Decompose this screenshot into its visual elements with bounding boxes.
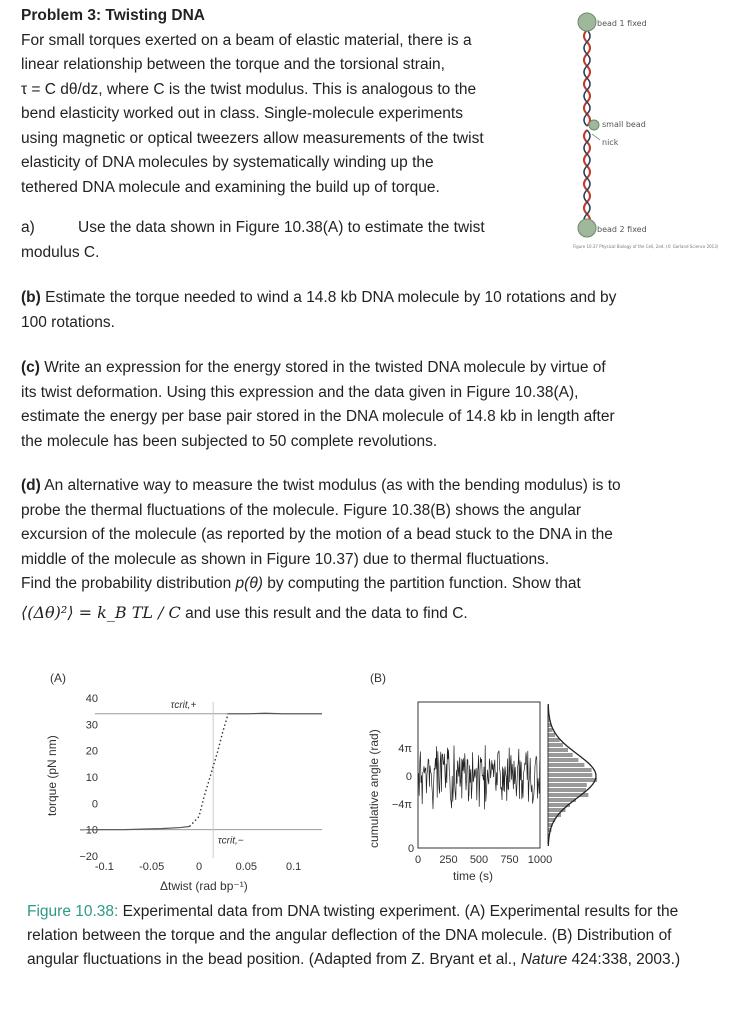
x-tick-label: 250 [439,854,458,866]
y-tick-label: 0 [405,771,412,783]
histogram-bar [548,728,553,732]
intro-line: linear relationship between the torque and the torsional strain, [21,56,445,73]
part-a [21,216,581,265]
dna-tether-diagram [565,8,725,253]
histogram-bar [548,783,587,787]
x-tick-label: 500 [469,854,489,866]
x-tick-label: -0.05 [139,861,165,873]
x-tick-label: 0 [195,861,203,873]
caption-journal: Nature [520,951,568,968]
part-d-line: excursion of the molecule (as reported by the motion of a bead stuck to the DNA in the [21,526,613,543]
histogram-bar [548,788,586,792]
part-d-line: middle of the molecule as shown in Figure 10.37) due to thermal fluctuations. [21,550,550,568]
nick-pointer [592,134,600,140]
angle-trace [418,745,540,809]
panel-a-label: (A) [50,671,66,685]
histogram-bar [548,748,568,752]
find-suffix: by computing the partition function. Show that [262,575,581,592]
figure-a-chart [40,668,340,896]
panel-b-label: (B) [370,671,386,685]
part-c-line: the molecule has been subjected to 50 complete revolutions. [21,432,438,450]
caption-head: Figure 10.38: [27,903,119,920]
y-tick-label: −10 [79,824,98,837]
y-tick-label: 10 [85,772,98,784]
x-axis-label: Δtwist (rad bp⁻¹) [160,879,248,893]
x-tick-label: 0.05 [235,861,258,873]
find-p: p(θ) [235,575,263,592]
intro-line: elasticity of DNA molecules by systematically winding up the [21,154,434,171]
intro-line: τ = C dθ/dz, where C is the twist modulus. This is analogous to the [21,80,477,98]
x-tick-label: 0.1 [285,861,302,873]
y-tick-label: 0 [91,798,98,811]
y-tick-label: 20 [85,745,98,758]
y-axis-label: cumulative angle (rad) [367,729,381,848]
figure-credit: Figure 10.37 Physical Biology of the Cell, 2ed. (© Garland Science 2013) [573,244,719,249]
part-c-line: estimate the energy per base pair stored in the DNA molecule of 14.8 kb in length after [21,408,615,425]
series-plateau-positive [227,713,322,714]
histogram-bar [548,733,555,737]
origin-label: 0 [408,843,415,855]
histogram-bar [548,768,592,772]
data-series [85,713,322,829]
problem-block [21,4,561,200]
intro-line: bend elasticity worked out in class. Single-molecule experiments [21,105,463,122]
part-a-line: modulus C. [21,243,100,261]
y-tick-label: 30 [85,719,98,732]
series-linear-region [190,716,228,826]
x-tick-label: -0.1 [94,861,114,873]
caption-body: Experimental data from DNA twisting experiment. (A) Experimental results for the relation between the torque and the angular deflection of the DNA molecule. (B) Distribution of angular fluctuations in the bead position. (Adapted from Z. Bryant et al., [27,903,679,968]
intro-line: For small torques exerted on a beam of elastic material, there is a [21,31,472,49]
bead-2 [578,219,596,237]
problem-title: Problem 3: Twisting DNA [21,7,206,24]
part-d-line: probe the thermal fluctuations of the molecule. Figure 10.38(B) shows the angular [21,501,582,519]
x-tick-label: 1000 [527,854,553,866]
tau-plus-label: τcrit,+ [170,699,197,711]
x-axis-label: time (s) [453,869,493,883]
equation: ⟨(Δθ)²⟩ = k_B TL / C [21,602,181,622]
part-a-line: Use the data shown in Figure 10.38(A) to estimate the twist [78,219,485,236]
part-b-line: 100 rotations. [21,313,115,331]
y-tick-label: 4π [398,743,412,755]
part-c-line: its twist deformation. Using this expression and the data given in Figure 10.38(A), [21,383,579,401]
part-d-line: An alternative way to measure the twist modulus (as with the bending modulus) is to [40,477,621,494]
bead1-label: bead 1 fixed [597,19,647,28]
x-tick-label: 0 [414,854,422,866]
intro-line: tethered DNA molecule and examining the build up of torque. [21,178,440,196]
part-d [21,474,726,626]
part-d-label: (d) [21,477,41,494]
bead2-label: bead 2 fixed [597,225,647,234]
find-prefix: Find the probability distribution [21,575,236,592]
histogram-bar [548,743,563,747]
part-a-label: a) [21,219,35,236]
figure-b-chart [350,668,615,896]
y-tick-label: 40 [85,693,98,705]
caption-ref: 424:338, 2003.) [567,951,681,968]
part-c [21,356,726,454]
nick-label: nick [602,138,619,147]
histogram-bar [548,753,573,757]
part-b-label: (b) [21,289,41,306]
y-tick-label: −4π [391,799,412,811]
angle-histogram [548,706,597,844]
part-b [21,286,721,335]
intro-line: using magnetic or optical tweezers allow measurements of the twist [21,129,484,147]
part-b-line: Estimate the torque needed to wind a 14.8 kb DNA molecule by 10 rotations and by [40,289,617,306]
histogram-bar [548,773,592,777]
histogram-bar [548,758,578,762]
y-axis-label: torque (pN nm) [45,735,59,816]
figure-caption [27,900,727,972]
x-tick-label: 750 [500,854,519,866]
y-tick-labels [392,743,413,811]
part-c-label: (c) [21,359,40,376]
x-tick-labels [415,854,552,866]
part-c-line: Write an expression for the energy stored in the twisted DNA molecule by virtue of [39,359,606,376]
tau-minus-label: τcrit,− [217,835,244,847]
small-bead-label: small bead [602,120,646,129]
histogram-bar [548,778,597,782]
y-tick-labels [79,693,98,863]
problem-intro [21,29,561,201]
x-tick-labels [95,861,301,873]
small-bead [589,120,599,130]
equation-suffix: and use this result and the data to find C. [185,604,468,622]
bead-1 [578,13,596,31]
histogram-bar [548,763,584,767]
histogram-bar [548,738,560,742]
y-tick-label: −20 [79,851,98,863]
